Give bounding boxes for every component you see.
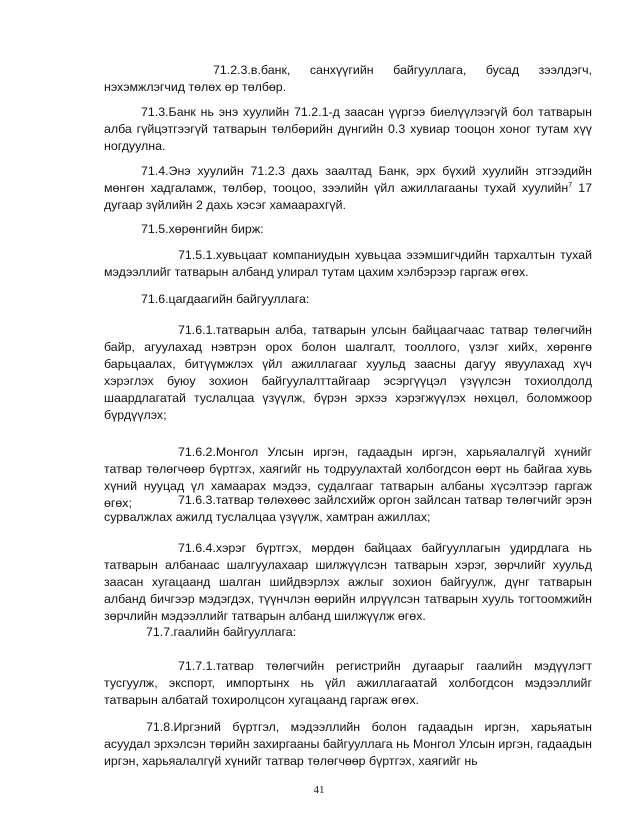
page-number: 41 — [313, 784, 325, 796]
footnote-marker: 7 — [568, 182, 573, 189]
paragraph-71-5-1: 71.5.1.хувьцаат компаниудын хувьцаа эзэмшигчдийн тархалтын тухай мэдээллийг татварын албанд улирал тутам цахим хэлбэрээр гаргаж өгөх. — [104, 248, 592, 279]
paragraph-71-4-text-cont: 17 дугаар зүйлийн 2 дахь хэсэг хамаарахгүй. — [104, 181, 592, 212]
paragraph-71-4-text: 71.4.Энэ хуулийн 71.2.3 дахь заалтад Банк, эрх бүхий хуулийн этгээдийн мөнгөн хадгаламж, төлбөр, тооцоо, зээлийн үйл ажиллагааны тухай хуулийн — [104, 164, 592, 195]
paragraph-71-2-3-v: 71.2.3.в.банк, санхүүгийн байгууллага, бусад зээлдэгч, нэхэмжлэгчид төлөх өр төлбөр. — [104, 63, 592, 94]
heading-71-6: 71.6.цагдаагийн байгууллага: — [141, 292, 310, 306]
paragraph-71-6-2: 71.6.2.Монгол Улсын иргэн, гадаадын иргэн, харьяалалгүй хүнийг татвар төлөгчөөр бүртгэх, хаягийг нь тодруулахтай холбогдсон өөрт нь байгаа хувь хүний нууцад үл хамаарах мэдээ, судалгааг татварын албаны хүсэлтээр гаргаж өгөх; — [104, 445, 592, 510]
paragraph-71-7-1: 71.7.1.татвар төлөгчийн регистрийн дугаарыг гаалийн мэдүүлэгт тусгуулж, экспорт, импортынх нь үйл ажиллагаатай холбогдсон мэдээллийг татварын албатай тохиролцсон хугацаанд гаргаж өгөх. — [104, 659, 592, 707]
heading-71-7: 71.7.гаалийн байгууллага: — [146, 625, 297, 639]
heading-71-5: 71.5.хөрөнгийн бирж: — [141, 222, 264, 236]
paragraph-71-4 — [104, 163, 592, 214]
paragraph-71-3: 71.3.Банк нь энэ хуулийн 71.2.1-д заасан үүргээ биелүүлээгүй бол татварын алба гүйцэтгээгүй татварын төлбөрийн дүнгийн 0.3 хувиар тооцон хоног тутам хүү ногдуулна. — [104, 105, 592, 153]
paragraph-71-8: 71.8.Иргэний бүртгэл, мэдээллийн болон гадаадын иргэн, харьяатын асуудал эрхэлсэн төрийн захиргааны байгууллага нь Монгол Улсын иргэн, гадаадын иргэн, харьяалалгүй хүнийг татвар төлөгчөөр бүртгэх, хаягийг нь — [104, 720, 592, 768]
paragraph-71-6-3: 71.6.3.татвар төлөхөөс зайлсхийж оргон зайлсан татвар төлөгчийг эрэн сурвалжлах ажилд туслалцаа үзүүлж, хамтран ажиллах; — [104, 493, 592, 524]
paragraph-71-6-1: 71.6.1.татварын алба, татварын улсын байцаагчаас татвар төлөгчийн байр, агуулахад нэвтрэн орох болон шалгалт, тооллого, үзлэг хийх, хөрөнгө барьцаалах, битүүмжлэх үйл ажиллагааг хуульд заасны дагуу явуулахад хүч хэрэглэх буюу зохион байгуулалттайгаар эсэргүүцэл үзүүлсэн тохиолдолд шаардлагатай туслалцаа үзүүлж, бүрэн эрхээ хэрэгжүүлэх нөхцөл, боломжоор бүрдүүлэх; — [104, 323, 592, 422]
paragraph-71-6-4: 71.6.4.хэрэг бүртгэх, мөрдөн байцаах байгууллагын удирдлага нь татварын албанаас шалгуулахаар шилжүүлсэн татварын хэрэг, зөрчлийг хуульд заасан хугацаанд шалган шийдвэрлэх ажлыг зохион байгуулж, дүнг татварын албанд бичгээр мэдэгдэх, түүнчлэн өөрийн илрүүлсэн татварын хууль тогтоомжийн зөрчлийн мэдээллийг татварын албанд шилжүүлж өгөх. — [104, 541, 592, 623]
